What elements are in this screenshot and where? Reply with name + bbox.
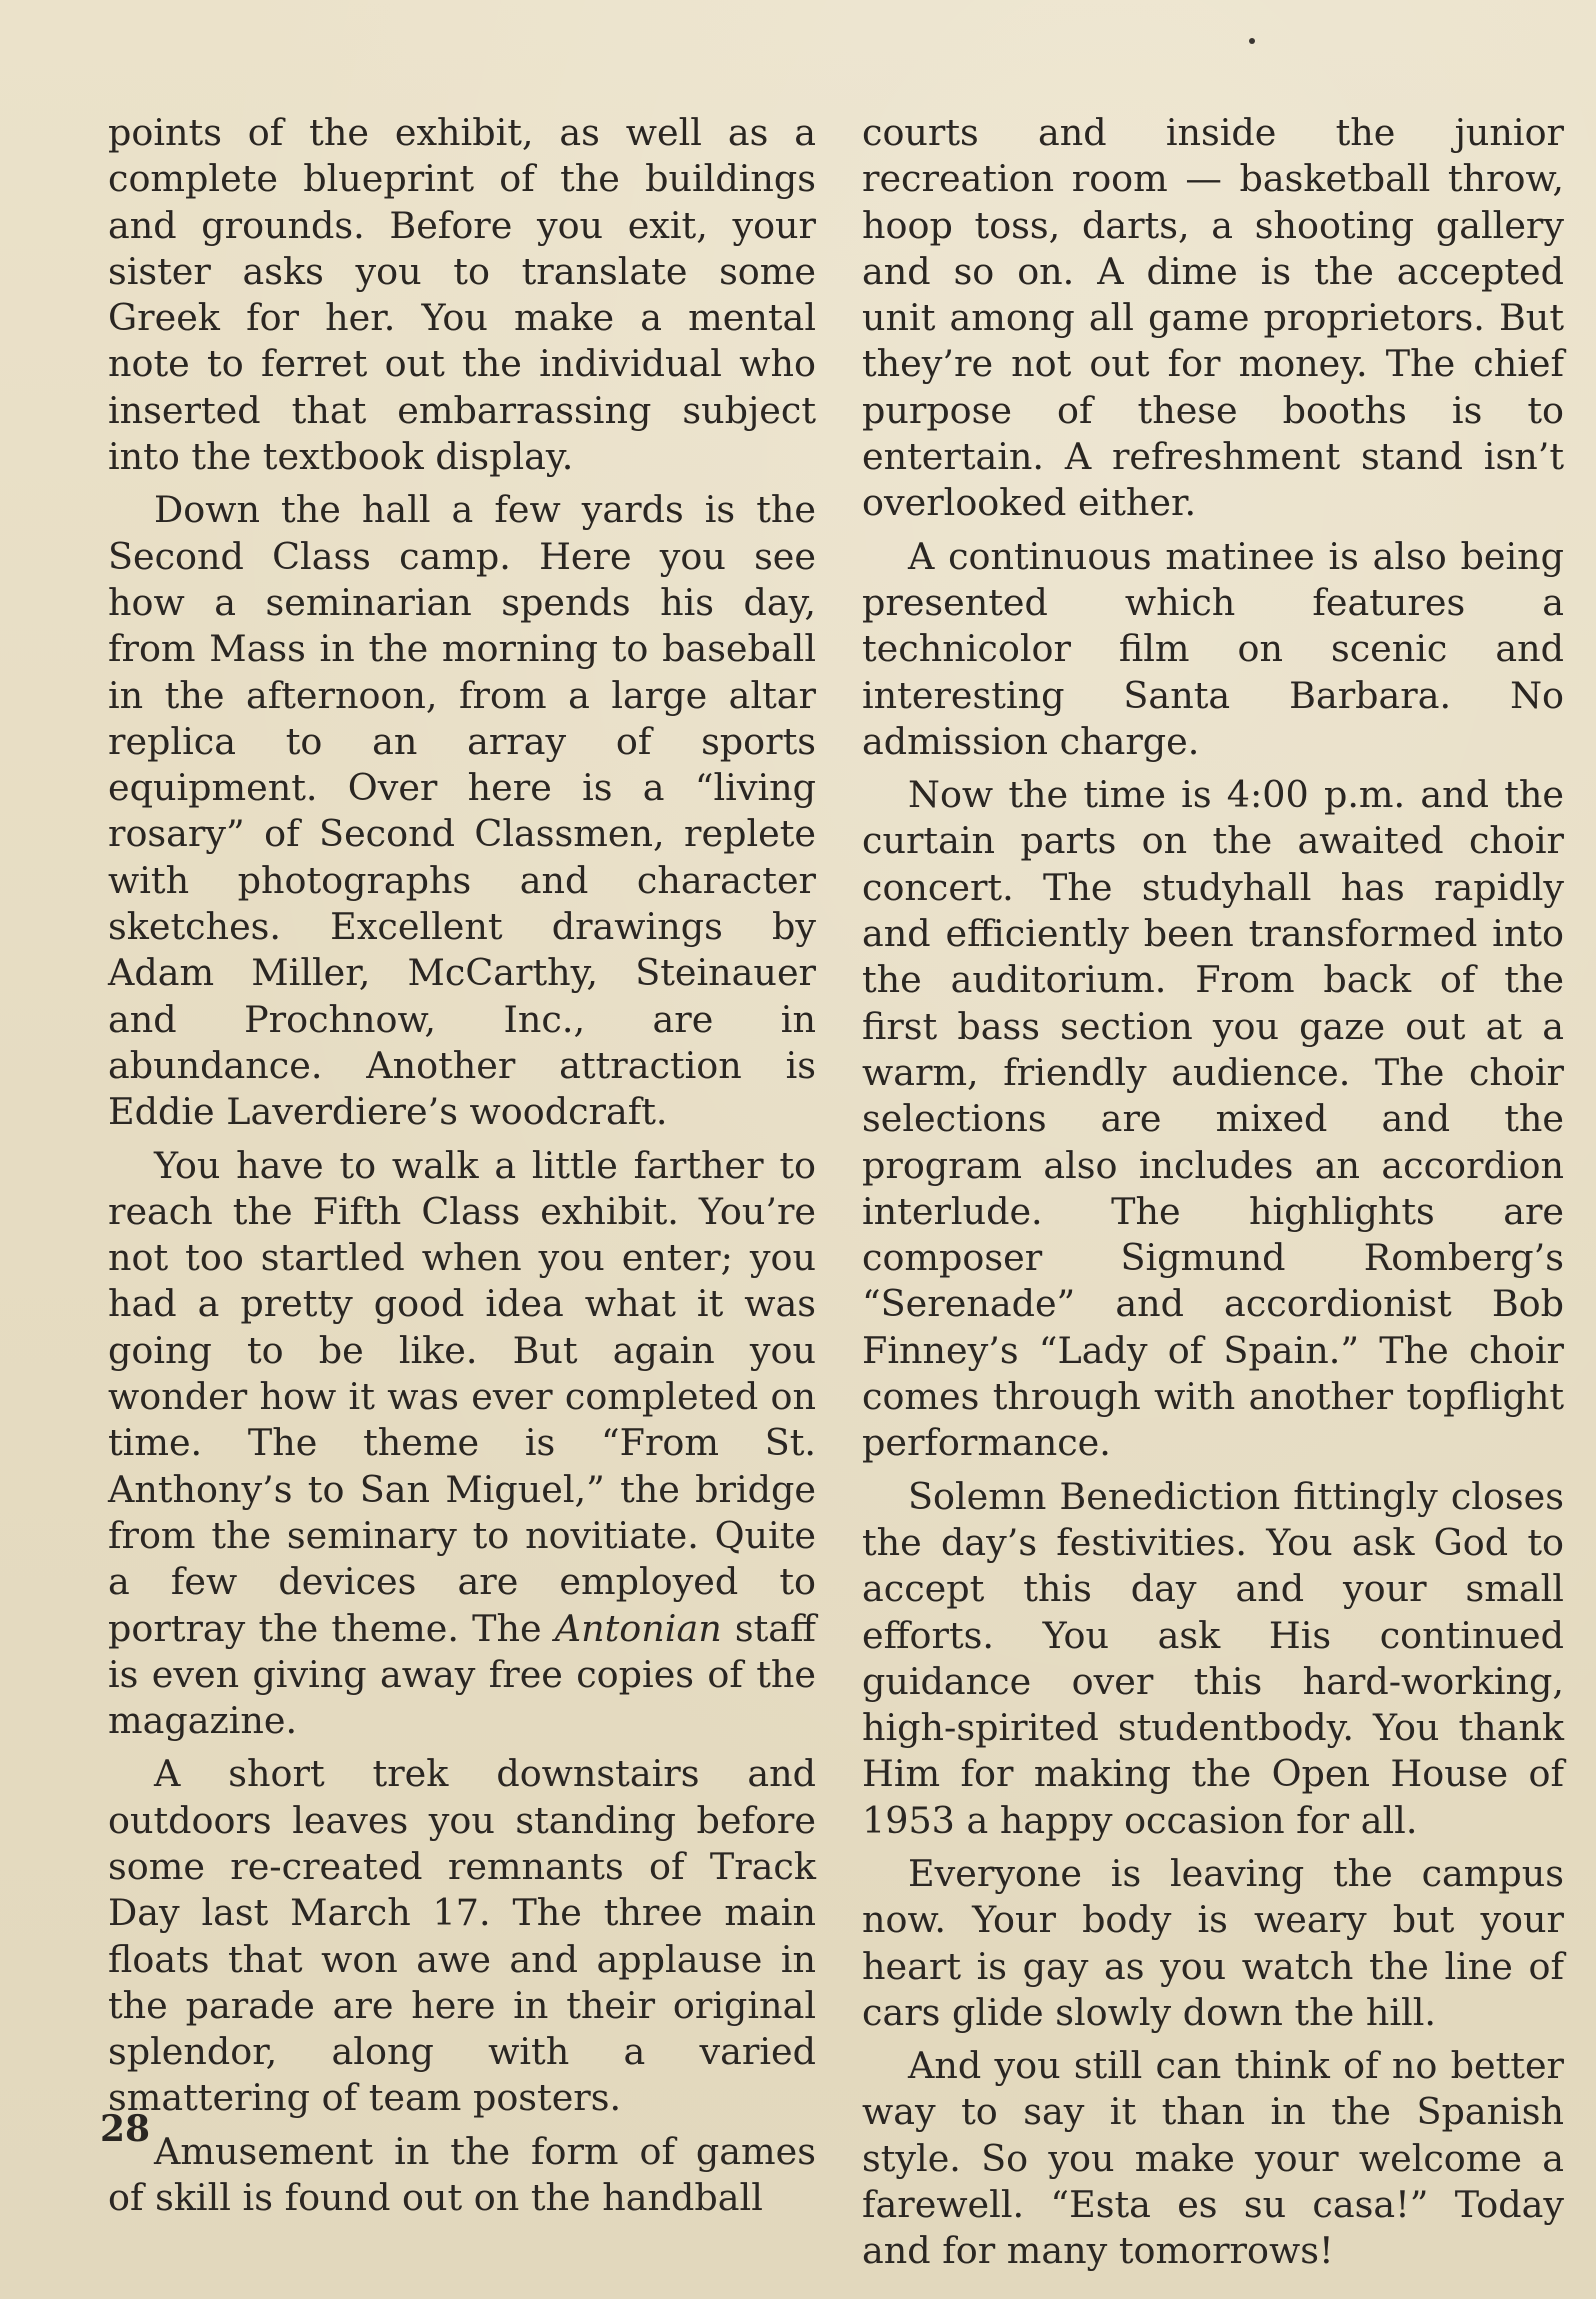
magazine-title: Antonian [554,1606,722,1650]
paragraph: A short trek downstairs and outdoors leaves you standing before some re-created remnants of Track Day last March 17. The three main floats that won awe and applause in the parade are here in their original splendor, along with a varied smattering of team posters. [108,1752,816,2120]
paragraph: And you still can think of no better way to say it than in the Spanish style. So you make your welcome a farewell. “Esta es su casa!” Today and for many tomorrows! [862,2044,1564,2273]
paragraph: Down the hall a few yards is the Second Class camp. Here you see how a seminarian spends his day, from Mass in the morning to baseball in the afternoon, from a large altar replica to an array of sports equipment. Over here is a “living rosary” of Second Classmen, replete with photographs and character sketches. Excellent drawings by Adam Miller, McCarthy, Steinauer and Prochnow, Inc., are in abundance. Another attraction is Eddie Laverdiere’s woodcraft. [108,488,816,1134]
paragraph-text: You have to walk a little farther to reach the Fifth Class exhibit. You’re not too startled when you enter; you had a pretty good idea what it was going to be like. But again you wonder how it was ever completed on time. The theme is “From St. Anthony’s to San Miguel,” the bridge from the seminary to novitiate. Quite a few devices are employed to portray the theme. The [108,1143,816,1650]
paragraph: points of the exhibit, as well as a complete blueprint of the buildings and grounds. Before you exit, your sister asks you to translate some Greek for her. You make a mental note to ferret out the individual who inserted that embarrassing subject into the textbook display. [108,111,816,479]
paragraph: courts and inside the junior recreation room — basketball throw, hoop toss, darts, a shooting gallery and so on. A dime is the accepted unit among all game proprietors. But they’re not out for money. The chief purpose of these booths is to entertain. A refreshment stand isn’t overlooked either. [862,111,1564,525]
paragraph: Amusement in the form of games of skill is found out on the handball [108,2129,816,2220]
page-number: 28 [100,2108,151,2150]
paragraph: Solemn Benediction fittingly closes the day’s festivities. You ask God to accept this day and your small efforts. You ask His continued guidance over this hard-working, high-spirited studentbody. You thank Him for making the Open House of 1953 a happy occasion for all. [862,1474,1564,1842]
paragraph: Everyone is leaving the campus now. Your body is weary but your heart is gay as you watch the line of cars glide slowly down the hill. [862,1851,1564,2034]
paragraph-text: staff is even giving away free copies of the magazine. [108,1606,816,1743]
paragraph: Now the time is 4:00 p.m. and the curtain parts on the awaited choir concert. The studyhall has rapidly and efficiently been transformed into the auditorium. From back of the first bass section you gaze out at a warm, friendly audience. The choir selections are mixed and the program also includes an accordion interlude. The highlights are composer Sigmund Romberg’s “Serenade” and accordionist Bob Finney’s “Lady of Spain.” The choir comes through with another topflight performance. [862,773,1564,1465]
print-speck [1249,38,1255,44]
paragraph: A continuous matinee is also being presented which features a technicolor film on scenic and interesting Santa Barbara. No admission charge. [862,534,1564,763]
left-column [108,110,816,2228]
right-column [862,110,1564,2282]
paragraph [108,1143,816,1745]
